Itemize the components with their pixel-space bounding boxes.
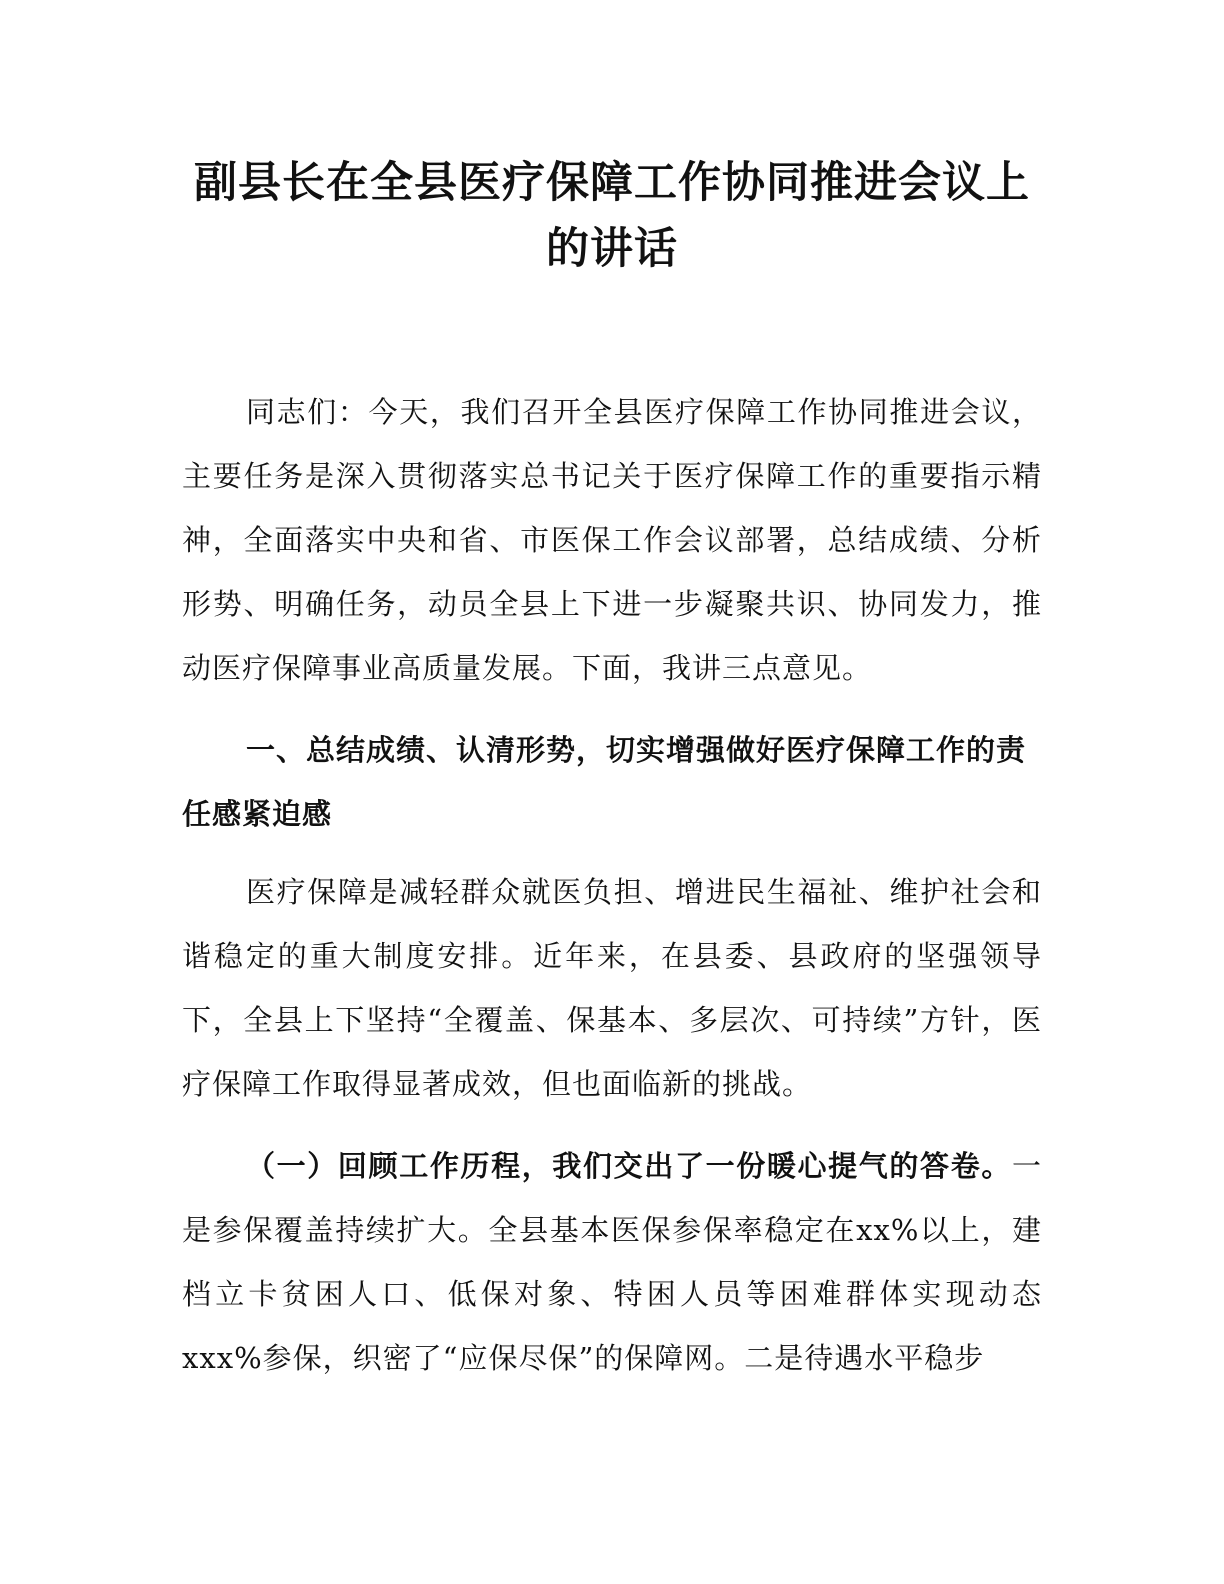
subsection-heading-1: （一）回顾工作历程，我们交出了一份暖心提气的答卷。 xyxy=(246,1149,1012,1183)
opening-paragraph: 同志们：今天，我们召开全县医疗保障工作协同推进会议，主要任务是深入贯彻落实总书记关于医疗保障工作的重要指示精神，全面落实中央和省、市医保工作会议部署，总结成绩、分析形势、明确任务，动员全县上下进一步凝聚共识、协同发力，推动医疗保障事业高质量发展。下面，我讲三点意见。 xyxy=(182,395,1042,685)
subsection-body-text: 一是参保覆盖持续扩大。全县基本医保参保率稳定在xx%以上，建档立卡贫困人口、低保对象、特困人员等困难群体实现动态xxx%参保，织密了“应保尽保”的保障网。二是待遇水平稳步 xyxy=(182,1149,1042,1375)
subsection-paragraph xyxy=(182,1134,1042,1390)
section-heading-1: 一、总结成绩、认清形势，切实增强做好医疗保障工作的责任感紧迫感 xyxy=(182,733,1027,831)
title-line-2: 的讲话 xyxy=(546,224,678,274)
section-1-paragraph: 医疗保障是减轻群众就医负担、增进民生福祉、维护社会和谐稳定的重大制度安排。近年来，在县委、县政府的坚强领导下，全县上下坚持“全覆盖、保基本、多层次、可持续”方针，医疗保障工作取得显著成效，但也面临新的挑战。 xyxy=(182,875,1042,1101)
document-title xyxy=(150,150,1074,282)
title-line-1: 副县长在全县医疗保障工作协同推进会议上 xyxy=(194,158,1030,208)
